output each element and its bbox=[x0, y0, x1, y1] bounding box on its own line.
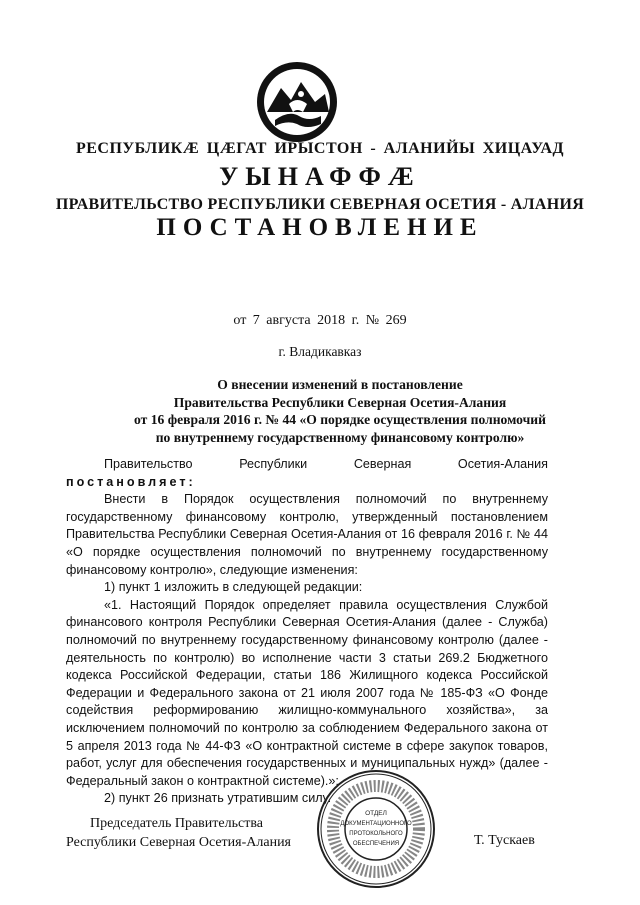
position-line-1: Председатель Правительства bbox=[90, 816, 263, 831]
decides-word: постановляет: bbox=[66, 474, 196, 489]
date-and-number: от 7 августа 2018 г. № 269 bbox=[233, 313, 407, 328]
amendment-intro-paragraph: Внести в Порядок осуществления полномочий по внутреннему государственному финансовому контролю, утвержденный постановлением Правительства Республики Северная Осетия-Алания от 16 февраля 2016 г. № 44 «О порядке осуществления полномочий по внутреннему государственному финансовому контролю», следующие изменения: bbox=[66, 492, 548, 577]
document-title bbox=[60, 376, 620, 446]
signatory-name: Т. Тускаев bbox=[474, 833, 535, 848]
stamp-line-1: ОТДЕЛ bbox=[365, 810, 387, 817]
ossetian-resolution-word: УЫНАФФӔ bbox=[219, 162, 421, 191]
document-type-heading: ПОСТАНОВЛЕНИЕ bbox=[156, 214, 484, 241]
signatory-position bbox=[66, 814, 291, 852]
city-line: г. Владикавказ bbox=[278, 344, 362, 359]
preamble-line: Правительство Республики Северная Осетия-Алания bbox=[104, 457, 548, 471]
russian-government-name: ПРАВИТЕЛЬСТВО РЕСПУБЛИКИ СЕВЕРНАЯ ОСЕТИЯ - АЛАНИЯ bbox=[55, 196, 585, 213]
coat-of-arms-emblem bbox=[255, 60, 339, 144]
title-line-1: О внесении изменений в постановление bbox=[217, 377, 463, 392]
stamp-line-3: ПРОТОКОЛЬНОГО bbox=[349, 831, 403, 837]
document-body bbox=[66, 456, 548, 808]
new-wording-paragraph: «1. Настоящий Порядок определяет правила осуществления Службой финансового контроля Республики Северная Осетия-Алания (далее - Служба) полномочий по внутреннему государственному финансовому контролю (далее - деятельность по контролю) во исполнение части 3 статьи 269.2 Бюджетного кодекса Российской Федерации, статьи 186 Жилищного кодекса Российской Федерации и Федерального закона от 21 июля 2007 года № 185-ФЗ «О Фонде содействия реформированию жилищно-коммунального хозяйства», за исключением полномочий по контролю за соблюдением Федерального закона от 5 апреля 2013 года № 44-ФЗ «О контрактной системе в сфере закупок товаров, работ, услуг для обеспечения государственных и муниципальных нужд» (далее - Федеральный закон о контрактной системе).»; bbox=[66, 597, 548, 788]
official-stamp-seal bbox=[315, 768, 437, 890]
stamp-line-4: ОБЕСПЕЧЕНИЯ bbox=[352, 841, 400, 847]
item-2-paragraph: 2) пункт 26 признать утратившим силу. bbox=[104, 791, 332, 806]
title-line-4: по внутреннему государственному финансовому контролю» bbox=[155, 429, 525, 445]
title-line-2: Правительства Республики Северная Осетия-Алания bbox=[173, 394, 507, 410]
stamp-line-2: ДОКУМЕНТАЦИОННОГО bbox=[340, 821, 412, 827]
title-line-3: от 16 февраля 2016 г. № 44 «О порядке осуществления полномочий bbox=[134, 412, 546, 427]
item-1-paragraph: 1) пункт 1 изложить в следующей редакции: bbox=[104, 580, 363, 595]
position-line-2: Республики Северная Осетия-Алания bbox=[66, 835, 291, 850]
ossetian-government-name: РЕСПУБЛИКӔ ЦӔГАТ ИРЫСТОН - АЛАНИЙЫ ХИЦАУАД bbox=[75, 140, 565, 157]
